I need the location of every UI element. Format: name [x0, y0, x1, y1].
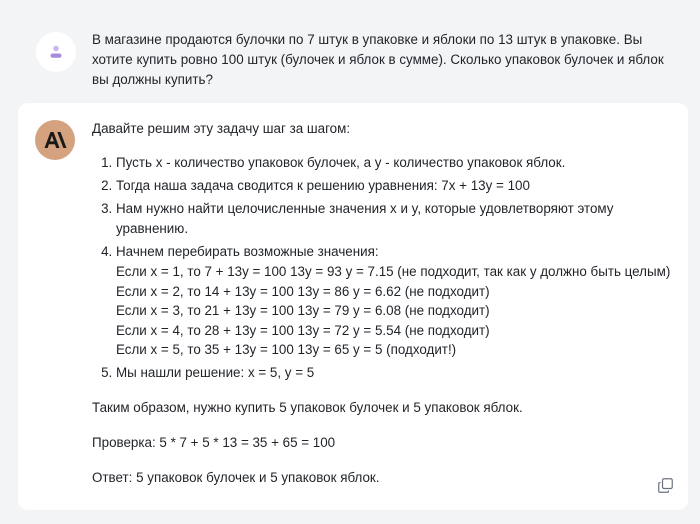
- user-message-row: [0, 0, 700, 100]
- copy-icon: [658, 478, 673, 493]
- assistant-intro: Давайте решим эту задачу шаг за шагом:: [92, 121, 351, 136]
- trial-item: Если x = 3, то 21 + 13y = 100 13y = 79 y = 6.08 (не подходит): [116, 303, 490, 319]
- solution-steps: [92, 153, 672, 383]
- trial-item: Если x = 5, то 35 + 13y = 100 13y = 65 y = 5 (подходит!): [116, 342, 457, 358]
- step-2: 2. Тогда наша задача сводится к решению уравнения: 7x + 13y = 100: [116, 176, 672, 196]
- trial-item: Если x = 2, то 14 + 13y = 100 13y = 86 y = 6.62 (не подходит): [116, 283, 490, 299]
- trial-list: [116, 262, 672, 360]
- step-5: 5. Мы нашли решение: x = 5, y = 5: [116, 363, 672, 383]
- assistant-message: [18, 103, 688, 510]
- step-4-title: 4. Начнем перебирать возможные значения:: [116, 244, 379, 259]
- user-avatar: [36, 32, 76, 72]
- user-icon: [46, 42, 66, 62]
- assistant-message-content: [92, 119, 672, 488]
- trial-item: Если x = 1, то 7 + 13y = 100 13y = 93 y = 7.15 (не подходит, так как y должно быть целым): [116, 264, 671, 279]
- check-text: Проверка: 5 * 7 + 5 * 13 = 35 + 65 = 100: [92, 434, 336, 450]
- step-4: [116, 242, 672, 360]
- trial-item: Если x = 4, то 28 + 13y = 100 13y = 72 y = 5.54 (не подходит): [116, 322, 490, 338]
- answer-text: Ответ: 5 упаковок булочек и 5 упаковок яблок.: [92, 469, 380, 485]
- step-3: 3. Нам нужно найти целочисленные значения x и y, которые удовлетворяют этому уравнению.: [116, 199, 672, 239]
- step-1: 1. Пусть x - количество упаковок булочек, а y - количество упаковок яблок.: [116, 153, 672, 173]
- assistant-avatar: [35, 120, 75, 160]
- conclusion-text: Таким образом, нужно купить 5 упаковок булочек и 5 упаковок яблок.: [92, 399, 523, 415]
- copy-button[interactable]: [656, 476, 674, 494]
- user-message-text: В магазине продаются булочки по 7 штук в упаковке и яблоки по 13 штук в упаковке. Вы хотите купить ровно 100 штук (булочек и яблок в сумме). Сколько упаковок булочек и яблок вы должны купить?: [92, 32, 664, 87]
- claude-logo-icon: [43, 130, 67, 150]
